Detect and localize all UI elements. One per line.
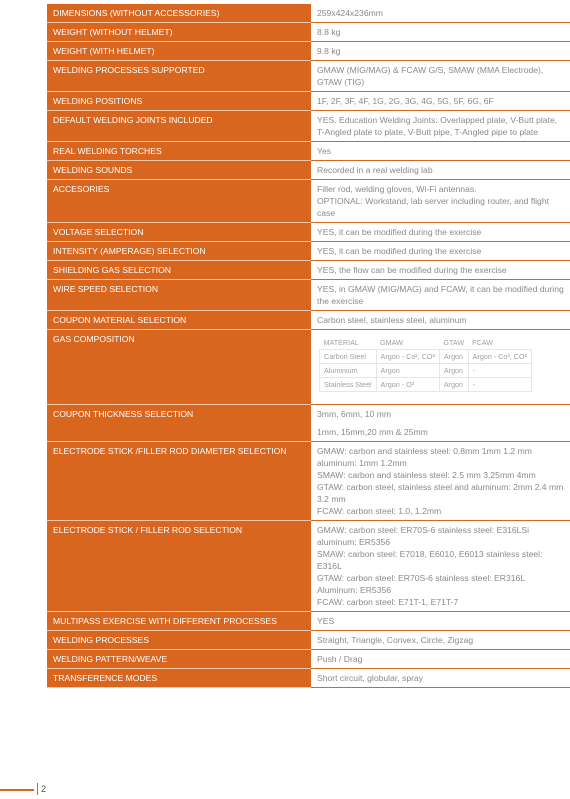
spec-row <box>47 280 570 311</box>
gas-cell: Argon <box>439 350 468 364</box>
spec-row <box>47 442 570 521</box>
spec-label: ELECTRODE STICK /FILLER ROD DIAMETER SELECTION <box>47 442 311 521</box>
gas-cell: Argon <box>376 364 439 378</box>
gas-row <box>320 364 532 378</box>
spec-row <box>47 311 570 330</box>
spec-value <box>311 161 570 180</box>
spec-row-gas <box>47 330 570 405</box>
spec-label: ACCESORIES <box>47 180 311 223</box>
spec-value <box>311 223 570 242</box>
spec-row <box>47 223 570 242</box>
footer-separator <box>37 783 38 795</box>
spec-row <box>47 521 570 612</box>
gas-cell: Aluminium <box>320 364 377 378</box>
spec-label: COUPON THICKNESS SELECTION <box>47 405 311 442</box>
spec-row <box>47 23 570 42</box>
gas-row <box>320 378 532 392</box>
spec-label: WIRE SPEED SELECTION <box>47 280 311 311</box>
spec-value <box>311 521 570 612</box>
spec-value-line: Carbon steel, stainless steel, aluminum <box>317 315 467 325</box>
spec-row <box>47 42 570 61</box>
gas-header-cell: FCAW <box>468 336 531 350</box>
spec-value-line: YES, it can be modified during the exercise <box>317 246 482 256</box>
gas-composition-table <box>319 336 532 392</box>
spec-row <box>47 669 570 688</box>
spec-value <box>311 142 570 161</box>
gas-composition-cell <box>311 330 570 405</box>
spec-label: WEIGHT (WITH HELMET) <box>47 42 311 61</box>
spec-label: WELDING PROCESSES <box>47 631 311 650</box>
spec-value-line: YES, in GMAW (MIG/MAG) and FCAW, it can be modified during the exercise <box>317 284 564 306</box>
page-number: 2 <box>41 784 47 794</box>
spec-row <box>47 4 570 23</box>
spec-value <box>311 23 570 42</box>
gas-cell: Stainless Steel <box>320 378 377 392</box>
spec-value <box>311 442 570 521</box>
spec-value-line: GMAW (MIG/MAG) & FCAW G/S, SMAW (MMA Electrode), GTAW (TIG) <box>317 65 544 87</box>
spec-value-line: YES <box>317 616 335 626</box>
spec-value-line: GTAW: carbon steel, stainless steel and aluminum: 2mm 2.4 mm 3.2 mm <box>317 482 564 504</box>
spec-value-line: YES, the flow can be modified during the exercise <box>317 265 507 275</box>
spec-row <box>47 242 570 261</box>
spec-row <box>47 180 570 223</box>
spec-value <box>311 311 570 330</box>
spec-label: DEFAULT WELDING JOINTS INCLUDED <box>47 111 311 142</box>
gas-header-cell: MATERIAL <box>320 336 377 350</box>
spec-value-line: GMAW: carbon and stainless steel: 0.8mm 1mm 1.2 mm aluminum: 1mm 1.2mm <box>317 446 532 468</box>
spec-row <box>47 650 570 669</box>
spec-value-line: GTAW: carbon steel: ER70S-6 stainless steel: ER316L Aluminum: ER5356 <box>317 573 525 595</box>
spec-row <box>47 61 570 92</box>
spec-value <box>311 61 570 92</box>
gas-cell: Argon - O² <box>376 378 439 392</box>
spec-row <box>47 261 570 280</box>
spec-label: GAS COMPOSITION <box>47 330 311 405</box>
specifications-body <box>47 4 570 688</box>
spec-value <box>311 650 570 669</box>
spec-value <box>311 405 570 442</box>
spec-label: VOLTAGE SELECTION <box>47 223 311 242</box>
spec-value-line: Recorded in a real welding lab <box>317 165 433 175</box>
spec-value <box>311 111 570 142</box>
spec-value <box>311 242 570 261</box>
spec-row <box>47 92 570 111</box>
spec-value-line: 3mm, 6mm, 10 mm <box>317 409 392 419</box>
spec-row <box>47 631 570 650</box>
gas-header-row <box>320 336 532 350</box>
spec-value <box>311 261 570 280</box>
spec-value <box>311 42 570 61</box>
spec-label: WELDING POSITIONS <box>47 92 311 111</box>
gas-cell: Argon <box>439 378 468 392</box>
gas-header-cell: GMAW <box>376 336 439 350</box>
spec-label: TRANSFERENCE MODES <box>47 669 311 688</box>
spec-value <box>311 612 570 631</box>
spec-label: SHIELDING GAS SELECTION <box>47 261 311 280</box>
footer-accent-line <box>0 789 34 791</box>
spec-row <box>47 405 570 442</box>
spec-value <box>311 4 570 23</box>
gas-cell: - <box>468 378 531 392</box>
spec-label: WELDING PROCESSES SUPPORTED <box>47 61 311 92</box>
specifications-table <box>47 4 570 688</box>
gas-cell: Argon <box>439 364 468 378</box>
spec-row <box>47 142 570 161</box>
spec-label: MULTIPASS EXERCISE WITH DIFFERENT PROCESSES <box>47 612 311 631</box>
spec-value-line: Push / Drag <box>317 654 363 664</box>
spec-row <box>47 161 570 180</box>
spec-label: DIMENSIONS (WITHOUT ACCESSORIES) <box>47 4 311 23</box>
spec-label: ELECTRODE STICK / FILLER ROD SELECTION <box>47 521 311 612</box>
spec-label: INTENSITY (AMPERAGE) SELECTION <box>47 242 311 261</box>
gas-cell: Argon - Co², CO² <box>376 350 439 364</box>
spec-value-line: Straight, Triangle, Convex, Circle, Zigzag <box>317 635 474 645</box>
spec-label: WELDING PATTERN/WEAVE <box>47 650 311 669</box>
gas-header-cell: GTAW <box>439 336 468 350</box>
spec-value-line: GMAW: carbon steel: ER70S-6 stainless steel: E316LSi aluminum: ER5356 <box>317 525 530 547</box>
spec-value <box>311 92 570 111</box>
spec-value-line: 8.8 kg <box>317 27 341 37</box>
spec-value-line: Yes <box>317 146 332 156</box>
spec-value-line: Filler rod, welding gloves, Wi-Fi antennas. <box>317 184 477 194</box>
gas-row <box>320 350 532 364</box>
spec-value-line: 259x424x236mm <box>317 8 383 18</box>
spec-value-line: OPTIONAL: Workstand, lab server including router, and flight case <box>317 196 549 218</box>
spec-value <box>311 280 570 311</box>
spec-value <box>311 669 570 688</box>
spec-value-line: 1F, 2F, 3F, 4F, 1G, 2G, 3G, 4G, 5G, 5F, 6G, 6F <box>317 96 494 106</box>
spec-value <box>311 180 570 223</box>
spec-value-line: 1mm, 15mm,20 mm & 25mm <box>317 427 428 437</box>
spec-value-line: YES. Education Welding Joints: Overlapped plate, V-Butt plate, T-Angled plate to plate, V-Butt pipe, T-Angled pipe to plate <box>317 115 558 137</box>
spec-value <box>311 631 570 650</box>
spec-row <box>47 111 570 142</box>
spec-value-line: FCAW: carbon steel: 1.0, 1.2mm <box>317 506 442 516</box>
spec-value-line: 9.8 kg <box>317 46 341 56</box>
spec-row <box>47 612 570 631</box>
spec-value-line: SMAW: carbon steel: E7018, E6010, E6013 stainless steel: E316L <box>317 549 543 571</box>
spec-value-line: Short circuit, globular, spray <box>317 673 424 683</box>
gas-cell: Carbon Steel <box>320 350 377 364</box>
spec-value-line: YES, it can be modified during the exercise <box>317 227 482 237</box>
spec-label: REAL WELDING TORCHES <box>47 142 311 161</box>
gas-cell: - <box>468 364 531 378</box>
spec-value-line: FCAW: carbon steel: E71T-1, E71T-7 <box>317 597 459 607</box>
spec-label: COUPON MATERIAL SELECTION <box>47 311 311 330</box>
spec-value-line: SMAW: carbon and stainless steel: 2.5 mm 3.25mm 4mm <box>317 470 536 480</box>
gas-cell: Argon - Co², CO² <box>468 350 531 364</box>
spec-label: WELDING SOUNDS <box>47 161 311 180</box>
spec-label: WEIGHT (WITHOUT HELMET) <box>47 23 311 42</box>
